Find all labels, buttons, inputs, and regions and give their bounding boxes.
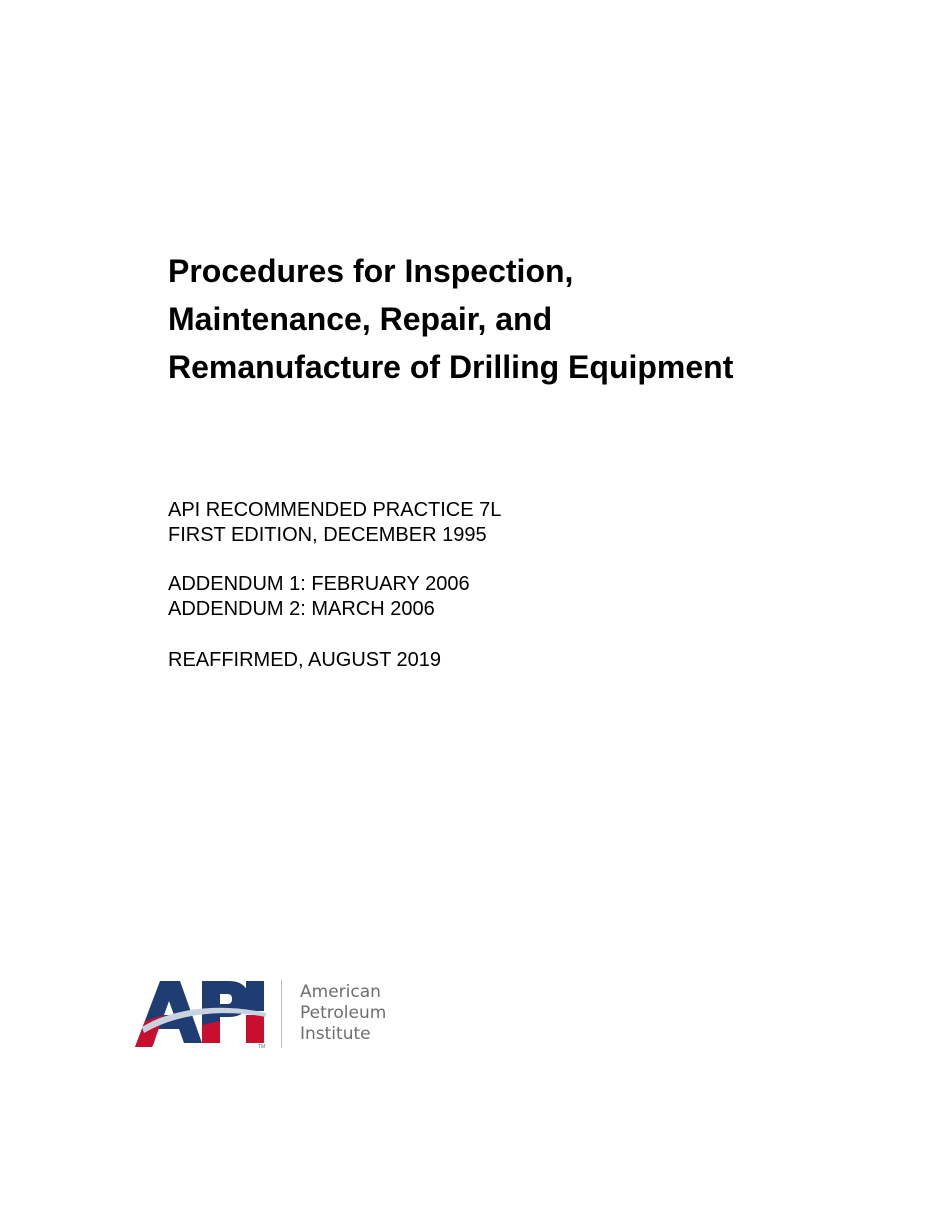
addendum-2: ADDENDUM 2: MARCH 2006	[168, 598, 435, 620]
api-logo	[134, 977, 404, 1052]
trademark-mark: TM	[258, 1044, 266, 1049]
logo-name-line-1: American	[300, 982, 381, 1002]
logo-name-line-2: Petroleum	[300, 1003, 387, 1023]
reaffirmed-date: REAFFIRMED, AUGUST 2019	[168, 649, 442, 671]
logo-divider	[281, 980, 282, 1048]
logo-name-line-3: Institute	[300, 1024, 371, 1044]
edition-info	[168, 498, 501, 548]
designation: API RECOMMENDED PRACTICE 7L	[168, 499, 502, 521]
addenda-info	[168, 572, 470, 622]
reaffirmation-info	[168, 648, 441, 673]
title-line-2: Maintenance, Repair, and	[168, 301, 553, 337]
edition: FIRST EDITION, DECEMBER 1995	[168, 524, 487, 546]
api-logo-mark-icon	[134, 977, 268, 1049]
logo-organization-name	[300, 982, 386, 1045]
title-line-1: Procedures for Inspection,	[168, 253, 574, 289]
title-line-3: Remanufacture of Drilling Equipment	[168, 349, 734, 385]
document-title	[168, 247, 888, 391]
addendum-1: ADDENDUM 1: FEBRUARY 2006	[168, 573, 470, 595]
